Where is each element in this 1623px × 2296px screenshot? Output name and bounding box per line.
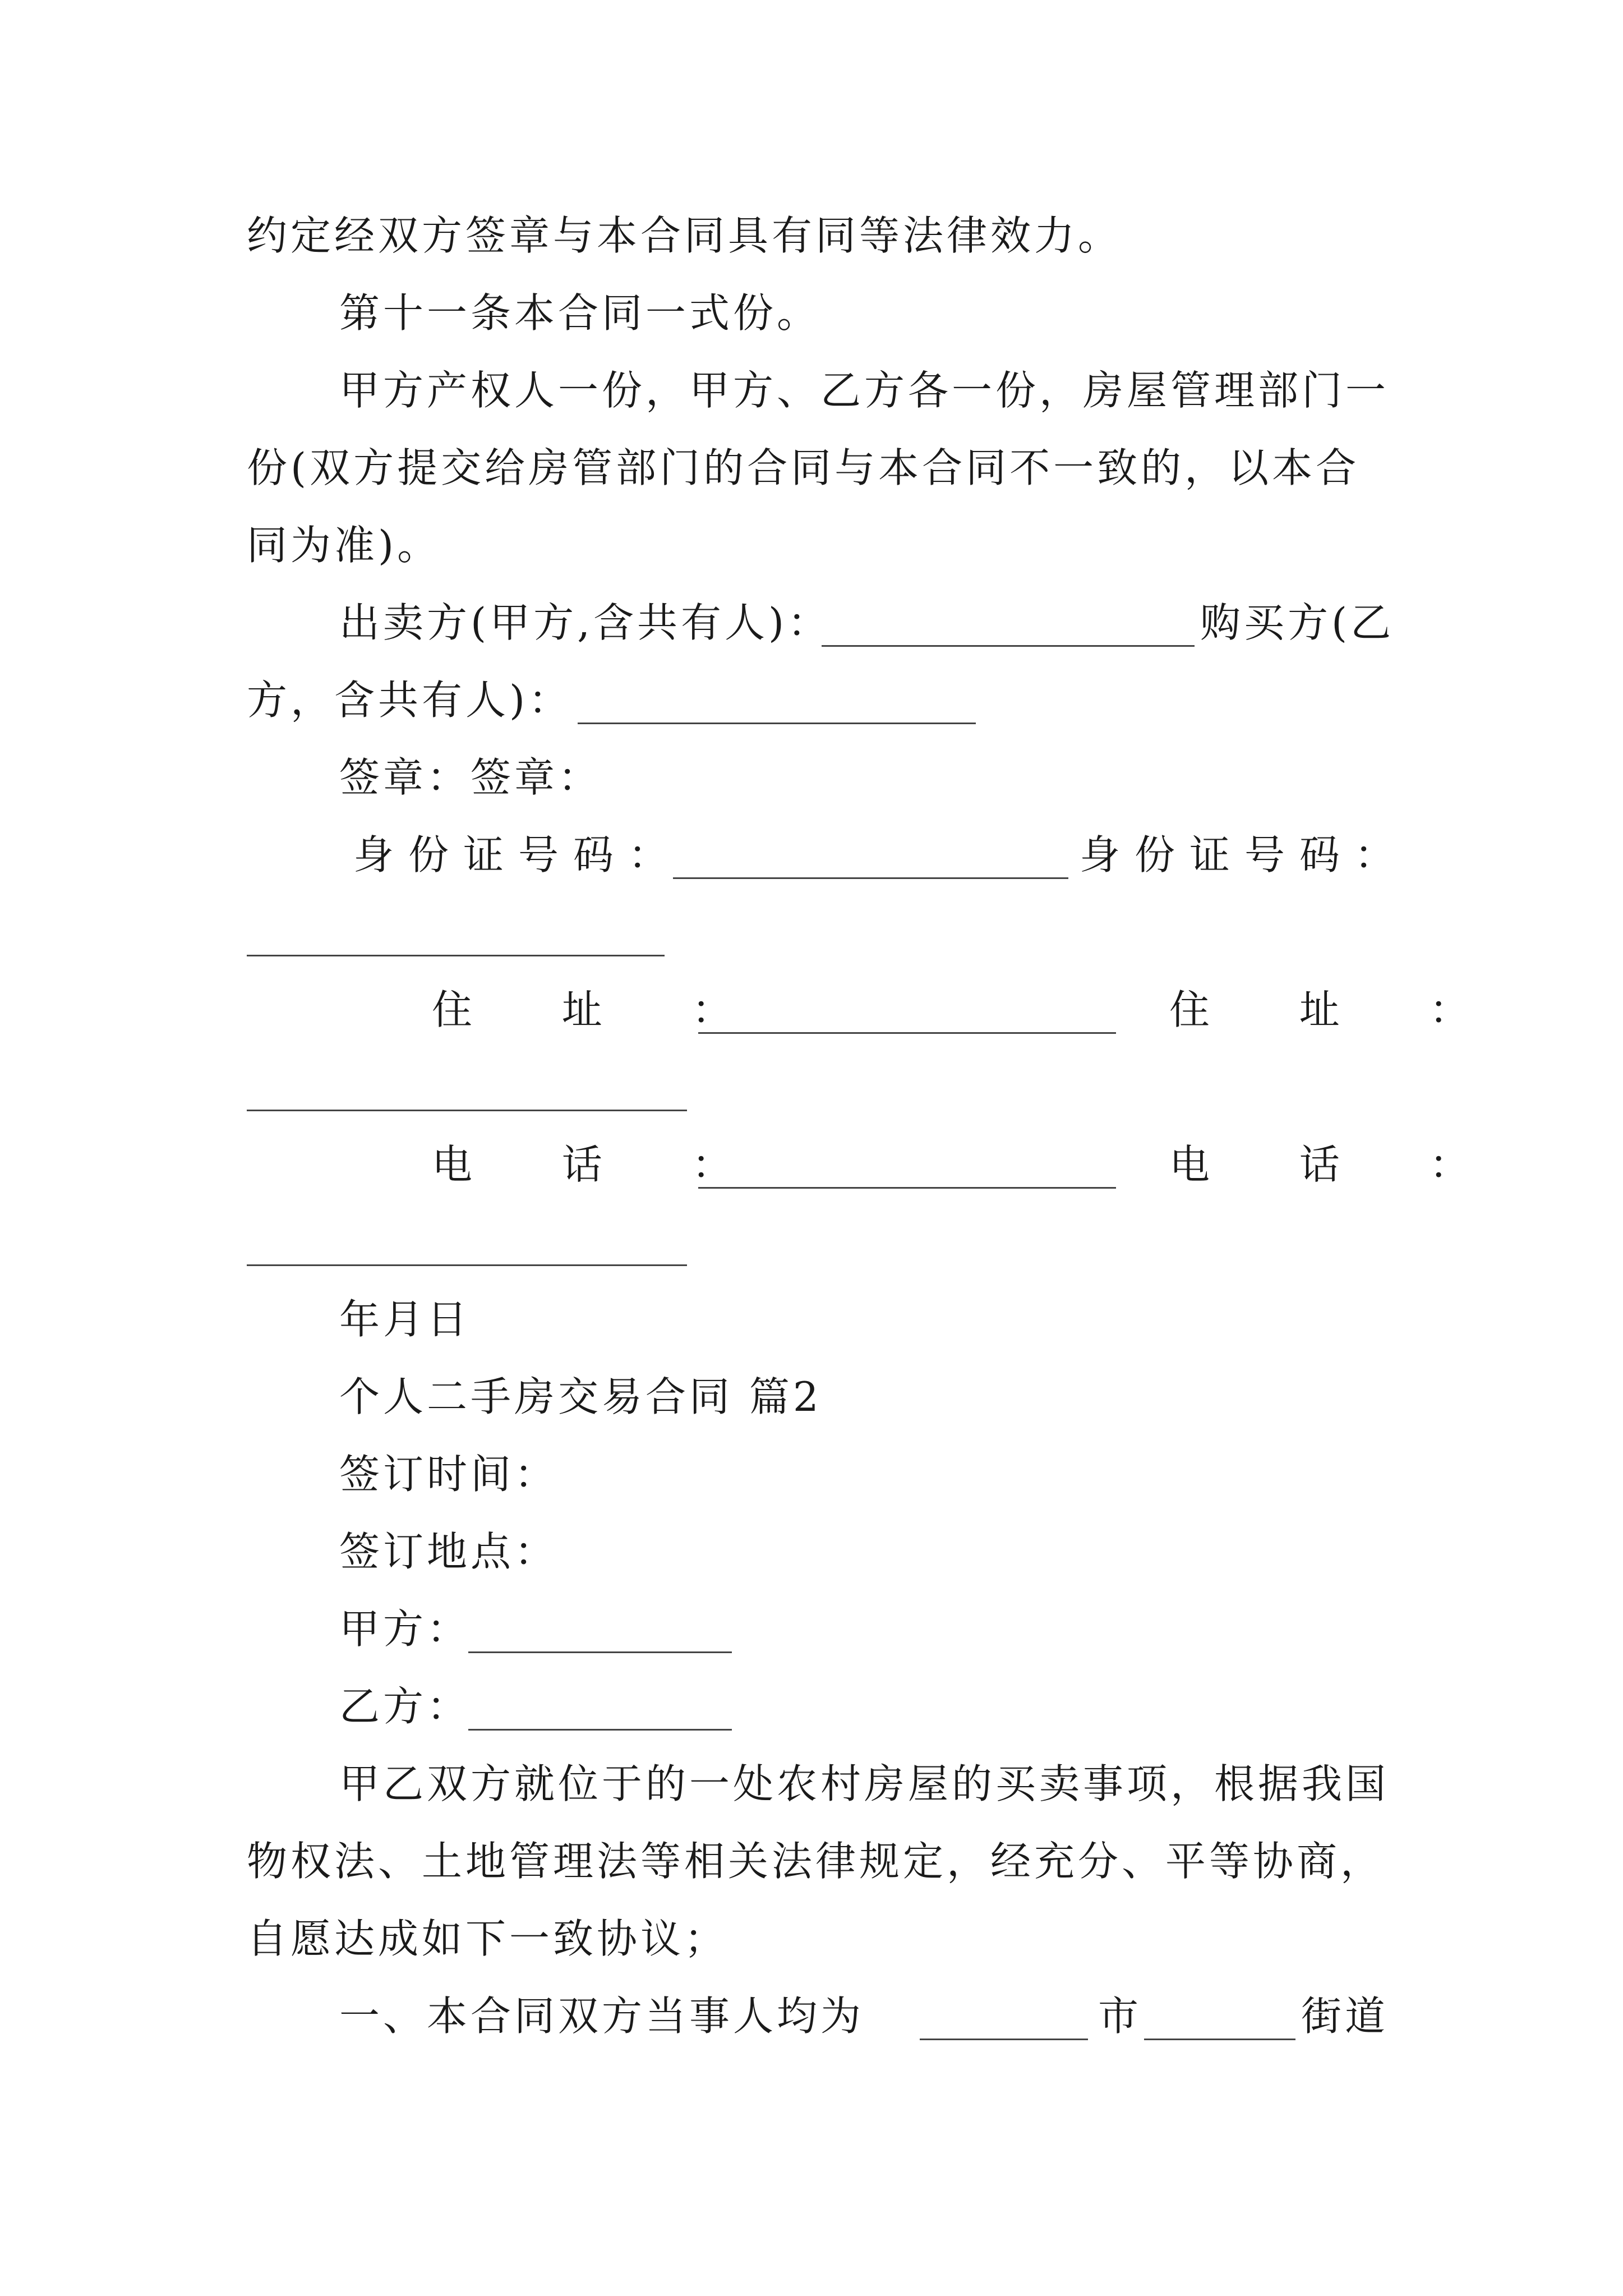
buyer-blank[interactable] bbox=[578, 723, 976, 724]
paragraph-line: 自愿达成如下一致协议； bbox=[247, 1915, 728, 1962]
seller-label: 出卖方(甲方,含共有人)： bbox=[339, 599, 832, 646]
sign-place: 签订地点： bbox=[339, 1528, 559, 1575]
party-b-label: 乙方： bbox=[339, 1683, 471, 1730]
paragraph-line: 甲方产权人一份，甲方、乙方各一份，房屋管理部门一 bbox=[339, 367, 1390, 414]
clause-eleven: 第十一条本合同一式份。 bbox=[339, 289, 821, 337]
party-b-blank[interactable] bbox=[468, 1729, 732, 1731]
clause-one-text: 一、本合同双方当事人均为 bbox=[339, 1993, 865, 2040]
id-blank-seller[interactable] bbox=[673, 877, 1068, 879]
sign-time: 签订时间： bbox=[339, 1451, 559, 1498]
clause-one-city: 市 bbox=[1098, 1993, 1142, 2040]
signature-line: 签章：签章： bbox=[339, 754, 602, 801]
tel-blank-buyer[interactable] bbox=[247, 1264, 687, 1266]
clause-one-street: 街道 bbox=[1301, 1993, 1389, 2040]
id-label-seller: 身份证号码： bbox=[353, 831, 684, 878]
party-a-label: 甲方： bbox=[339, 1605, 471, 1653]
address-blank-seller[interactable] bbox=[698, 1032, 1116, 1034]
paragraph-line: 甲乙双方就位于的一处农村房屋的买卖事项，根据我国 bbox=[339, 1760, 1390, 1807]
paragraph-line: 份(双方提交给房管部门的合同与本合同不一致的，以本合 bbox=[247, 444, 1360, 491]
paragraph-line: 约定经双方签章与本合同具有同等法律效力。 bbox=[247, 212, 1122, 259]
date-line: 年月日 bbox=[339, 1296, 471, 1343]
section-title: 个人二手房交易合同 篇2 bbox=[339, 1373, 822, 1420]
paragraph-line: 物权法、土地管理法等相关法律规定，经充分、平等协商， bbox=[247, 1838, 1385, 1885]
id-blank-buyer[interactable] bbox=[247, 955, 665, 956]
address-blank-buyer[interactable] bbox=[247, 1110, 687, 1111]
paragraph-line: 同为准)。 bbox=[247, 522, 441, 569]
buyer-label-cont: 方，含共有人)： bbox=[247, 677, 573, 724]
id-label-buyer: 身份证号码： bbox=[1080, 831, 1410, 878]
seller-blank[interactable] bbox=[822, 645, 1195, 647]
party-a-blank[interactable] bbox=[468, 1651, 732, 1653]
tel-label-seller: 电 话 ： bbox=[432, 1141, 754, 1188]
tel-label-buyer: 电 话 ： bbox=[1169, 1141, 1491, 1188]
address-label-seller: 住 址 ： bbox=[432, 986, 754, 1033]
street-blank[interactable] bbox=[1144, 2039, 1295, 2040]
address-label-buyer: 住 址 ： bbox=[1169, 986, 1491, 1033]
tel-blank-seller[interactable] bbox=[698, 1187, 1116, 1189]
city-blank[interactable] bbox=[920, 2039, 1088, 2040]
buyer-label: 购买方(乙 bbox=[1200, 599, 1395, 646]
